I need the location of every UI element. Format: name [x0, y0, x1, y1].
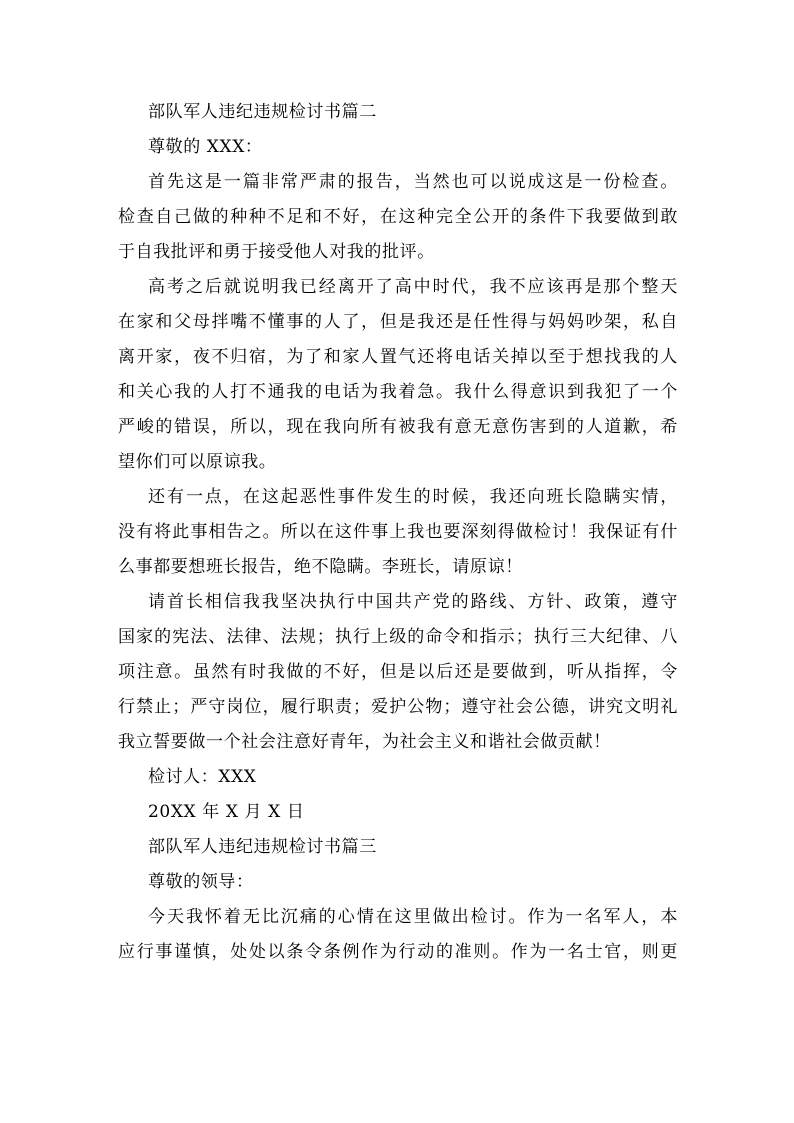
section-3-title: 部队军人违纪违规检讨书篇三: [148, 837, 377, 857]
section-3-salutation: 尊敬的领导：: [148, 872, 254, 892]
signature: 检讨人：XXX: [148, 767, 257, 787]
section-3-paragraph-1: [118, 900, 678, 970]
paragraph-line: 于自我批评和勇于接受他人对我的批评。: [118, 242, 435, 262]
paragraph-line: 望你们可以原谅我。: [118, 452, 277, 472]
paragraph-line: 首先这是一篇非常严肃的报告，当然也可以说成这是一份检查。: [148, 172, 678, 192]
paragraph-line: 项注意。虽然有时我做的不好，但是以后还是要做到，听从指挥，令: [118, 662, 678, 682]
paragraph-line: 应行事谨慎，处处以条令条例作为行动的准则。作为一名士官，则更: [118, 942, 678, 962]
paragraph-line: 离开家，夜不归宿，为了和家人置气还将电话关掉以至于想找我的人: [118, 347, 678, 367]
paragraph-line: 请首长相信我我坚决执行中国共产党的路线、方针、政策，遵守: [148, 592, 678, 612]
paragraph-line: 高考之后就说明我已经离开了高中时代，我不应该再是那个整天: [148, 277, 678, 297]
paragraph-line: 今天我怀着无比沉痛的心情在这里做出检讨。作为一名军人，本: [148, 907, 678, 927]
document-page: [118, 95, 678, 970]
paragraph-line: 我立誓要做一个社会注意好青年，为社会主义和谐社会做贡献！: [118, 732, 611, 752]
section-2-paragraph-3: [118, 480, 678, 585]
section-2-salutation: 尊敬的 XXX：: [148, 137, 263, 157]
section-2-paragraph-1: [118, 165, 678, 270]
paragraph-line: 么事都要想班长报告，绝不隐瞒。李班长，请原谅！: [118, 557, 523, 577]
paragraph-line: 严峻的错误，所以，现在我向所有被我有意无意伤害到的人道歉，希: [118, 417, 678, 437]
section-2-paragraph-4: [118, 585, 678, 760]
paragraph-line: 在家和父母拌嘴不懂事的人了，但是我还是任性得与妈妈吵架，私自: [118, 312, 678, 332]
paragraph-line: 没有将此事相告之。所以在这件事上我也要深刻得做检讨！我保证有什: [118, 522, 678, 542]
date: 20XX 年 X 月 X 日: [148, 802, 305, 822]
paragraph-line: 国家的宪法、法律、法规；执行上级的命令和指示；执行三大纪律、八: [118, 627, 678, 647]
paragraph-line: 还有一点，在这起恶性事件发生的时候，我还向班长隐瞒实情，: [148, 487, 678, 507]
paragraph-line: 和关心我的人打不通我的电话为我着急。我什么得意识到我犯了一个: [118, 382, 678, 402]
paragraph-line: 行禁止；严守岗位，履行职责；爱护公物；遵守社会公德，讲究文明礼: [118, 697, 678, 717]
paragraph-line: 检查自己做的种种不足和不好，在这种完全公开的条件下我要做到敢: [118, 207, 678, 227]
section-2-title: 部队军人违纪违规检讨书篇二: [148, 102, 377, 122]
section-2-paragraph-2: [118, 270, 678, 480]
